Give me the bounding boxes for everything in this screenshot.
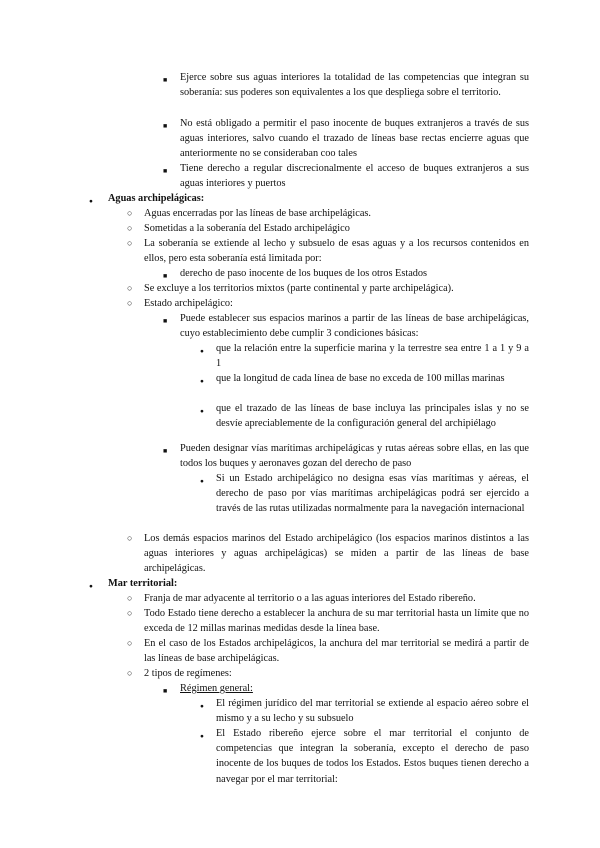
list-item: Puede establecer sus espacios marinos a partir de las líneas de base archipelágicas, cuyo establecimiento debe cumplir 3 condiciones básicas: <box>180 313 529 340</box>
list-item: Estado archipelágico: <box>144 298 233 309</box>
circle-bullet-icon <box>127 636 132 651</box>
disc-bullet-icon <box>200 473 204 489</box>
circle-bullet-icon <box>127 531 132 546</box>
list-item: No está obligado a permitir el paso inocente de buques extranjeros a través de sus aguas interiores, salvo cuando el trazado de líneas base rectas encierre aguas que anteriormente no se consideraban coo tales <box>180 118 529 160</box>
list-item: Se excluye a los territorios mixtos (parte continental y parte archipelágica). <box>144 283 454 294</box>
disc-bullet-icon <box>200 343 204 359</box>
disc-bullet-icon <box>89 578 93 594</box>
square-bullet-icon <box>163 683 167 699</box>
list-item: Aguas encerradas por las líneas de base archipelágicas. <box>144 208 371 219</box>
list-item: El régimen jurídico del mar territorial se extiende al espacio aéreo sobre el mismo y a su lecho y su subsuelo <box>216 698 529 725</box>
disc-bullet-icon <box>200 403 204 419</box>
list-item: que la relación entre la superficie marina y la terrestre sea entre 1 a 1 y 9 a 1 <box>216 343 529 370</box>
square-bullet-icon <box>163 163 167 179</box>
circle-bullet-icon <box>127 281 132 296</box>
disc-bullet-icon <box>200 698 204 714</box>
list-item: Franja de mar adyacente al territorio o a las aguas interiores del Estado ribereño. <box>144 593 476 604</box>
list-item: Si un Estado archipelágico no designa esas vías marítimas y aéreas, el derecho de paso por vías marítimas archipelágicas podrá ser ejercido a través de las rutas utilizadas normalmente para la navegación internacional <box>216 473 529 515</box>
circle-bullet-icon <box>127 606 132 621</box>
list-item: El Estado ribereño ejerce sobre el mar territorial el conjunto de competencias que integran la soberanía, excepto el derecho de paso inocente de los buques de todos los Estados. Estos buques tienen derecho a navegar por el mar territorial: <box>216 728 529 785</box>
circle-bullet-icon <box>127 296 132 311</box>
disc-bullet-icon <box>89 193 93 209</box>
disc-bullet-icon <box>200 728 204 744</box>
circle-bullet-icon <box>127 666 132 681</box>
square-bullet-icon <box>163 313 167 329</box>
list-item: Todo Estado tiene derecho a establecer la anchura de su mar territorial hasta un límite que no exceda de 12 millas marinas medidas desde la línea base. <box>144 608 529 635</box>
list-item: que el trazado de las líneas de base incluya las principales islas y no se desvíe apreciablemente de la configuración general del archipiélago <box>216 403 529 430</box>
square-bullet-icon <box>163 118 167 134</box>
circle-bullet-icon <box>127 591 132 606</box>
section-heading-aguas-archipelagicas: Aguas archipelágicas: <box>108 193 205 204</box>
list-item: Tiene derecho a regular discrecionalmente el acceso de buques extranjeros a sus aguas interiores y puertos <box>180 163 529 190</box>
section-heading-mar-territorial: Mar territorial: <box>108 578 178 589</box>
list-item: Pueden designar vías marítimas archipelágicas y rutas aéreas sobre ellas, en las que todos los buques y aeronaves gozan del derecho de paso <box>180 443 529 470</box>
circle-bullet-icon <box>127 221 132 236</box>
list-item: En el caso de los Estados archipelágicos, la anchura del mar territorial se medirá a partir de las líneas de base archipelágicas. <box>144 638 529 665</box>
list-item: derecho de paso inocente de los buques de los otros Estados <box>180 268 428 279</box>
square-bullet-icon <box>163 443 167 459</box>
list-item: 2 tipos de regímenes: <box>144 668 232 679</box>
disc-bullet-icon <box>200 373 204 389</box>
square-bullet-icon <box>163 72 167 88</box>
list-item: Sometidas a la soberanía del Estado archipelágico <box>144 223 350 234</box>
circle-bullet-icon <box>127 206 132 221</box>
list-item: Los demás espacios marinos del Estado archipelágico (los espacios marinos distintos a las aguas interiores y aguas archipelágicas) se miden a partir de las líneas de base archipelágicas. <box>144 533 529 575</box>
list-item: La soberanía se extiende al lecho y subsuelo de esas aguas y a los recursos contenidos en ellos, pero esta soberanía está limitada por: <box>144 238 529 265</box>
list-item: Ejerce sobre sus aguas interiores la totalidad de las competencias que integran su soberanía: sus poderes son equivalentes a los que despliega sobre el territorio. <box>180 72 529 99</box>
list-item: que la longitud de cada línea de base no exceda de 100 millas marinas <box>216 373 505 384</box>
regimen-general-heading: Régimen general: <box>180 683 253 694</box>
circle-bullet-icon <box>127 236 132 251</box>
